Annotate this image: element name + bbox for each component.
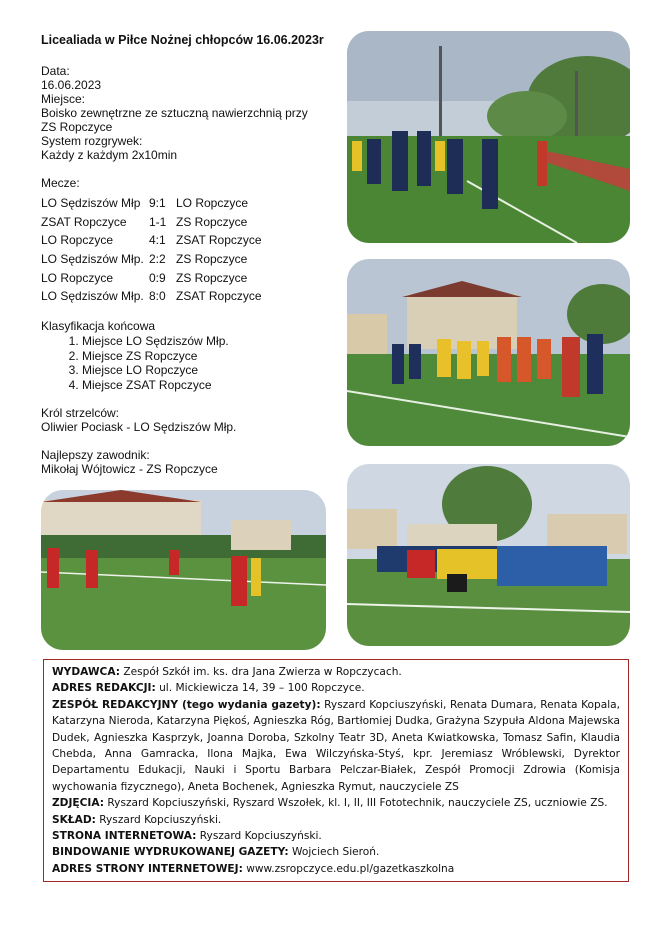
imprint-team: ZESPÓŁ REDAKCYJNY (tego wydania gazety): Ryszard Kopciuszyński, Renata Dumara, Renata Kopala, Katarzyna Nieroda, Katarzyna Piękoś, Agnieszka Róg, Bartłomiej Dudka, Grażyna Szypuła Aldona Majewska Dudek, Agnieszka Kasprzyk, Joanna Doroba, Szkolny Teatr 3D, Aneta Kwiatkowska, Tomasz Safin, Klaudia Chebda, Anna Gamracka, Ilona Majka, Ewa Wilczyńska-Styś, kpr. Jeremiasz Wróblewski, Dyrektor Departamentu Edukacji, Nauki i Sportu Barbara Pelczar-Białek, Zespół Promocji Zdrowia (Komisja wychowania fizycznego), Aneta Bochenek, Agnieszka Rymut, nauczyciele ZS — [52, 698, 620, 793]
match-away: ZSAT Ropczyce — [176, 233, 262, 248]
match-home: LO Ropczyce — [41, 233, 114, 248]
match-row — [41, 287, 262, 306]
photo-match-action — [41, 490, 326, 650]
match-score: 8:0 — [149, 289, 166, 304]
match-home: LO Sędziszów Młp — [41, 196, 141, 211]
list-item: 1. Miejsce LO Sędziszów Młp. — [82, 334, 229, 349]
article-title: Licealiada w Piłce Nożnej chłopców 16.06.2023r — [41, 33, 324, 47]
imprint-typesetting: SKŁAD: Ryszard Kopciuszyński. — [52, 813, 222, 826]
match-away: ZS Ropczyce — [176, 252, 248, 267]
match-home: LO Sędziszów Młp. — [41, 289, 144, 304]
scorer-label: Król strzelców: — [41, 406, 120, 420]
list-item: 4. Miejsce ZSAT Ropczyce — [82, 378, 229, 393]
classification-label: Klasyfikacja końcowa — [41, 319, 156, 333]
imprint-photos: ZDJĘCIA: Ryszard Kopciuszyński, Ryszard Wszołek, kl. I, II, III Fototechnik, nauczyciele ZS, uczniowie ZS. — [52, 797, 608, 810]
match-home: LO Sędziszów Młp. — [41, 252, 144, 267]
date-label: Data: — [41, 64, 70, 78]
photo-group — [347, 464, 630, 646]
place-line-2: ZS Ropczyce — [41, 120, 113, 134]
scorer-value: Oliwier Pociask - LO Sędziszów Młp. — [41, 420, 237, 434]
system-label: System rozgrywek: — [41, 134, 143, 148]
match-away: LO Ropczyce — [176, 196, 249, 211]
match-score: 2:2 — [149, 252, 166, 267]
match-score: 4:1 — [149, 233, 166, 248]
info-block — [41, 64, 308, 162]
match-away: ZSAT Ropczyce — [176, 289, 262, 304]
imprint-url: ADRES STRONY INTERNETOWEJ: www.zsropczyce.edu.pl/gazetkaszkolna — [52, 862, 455, 875]
imprint-binding: BINDOWANIE WYDRUKOWANEJ GAZETY: Wojciech Sieroń. — [52, 846, 380, 859]
best-player-label: Najlepszy zawodnik: — [41, 448, 150, 462]
best-player-block — [41, 448, 218, 476]
match-row — [41, 194, 262, 213]
place-label: Miejsce: — [41, 92, 86, 106]
imprint-publisher: WYDAWCA: Zespół Szkół im. ks. dra Jana Zwierza w Ropczycach. — [52, 666, 402, 678]
best-player-value: Mikołaj Wójtowicz - ZS Ropczyce — [41, 462, 218, 476]
match-row — [41, 268, 262, 287]
match-score: 9:1 — [149, 196, 166, 211]
matches-table — [41, 194, 262, 306]
list-item: 2. Miejsce ZS Ropczyce — [82, 349, 229, 364]
photo-players-lineup — [347, 31, 630, 243]
match-score: 1-1 — [149, 214, 167, 229]
list-item: 3. Miejsce LO Ropczyce — [82, 363, 229, 378]
matches-label: Mecze: — [41, 176, 80, 190]
match-row — [41, 213, 262, 232]
date-value: 16.06.2023 — [41, 78, 102, 92]
match-home: LO Ropczyce — [41, 270, 114, 285]
match-away: ZS Ropczyce — [176, 214, 248, 229]
place-line-1: Boisko zewnętrzne ze sztuczną nawierzchnią przy — [41, 106, 308, 120]
system-value: Każdy z każdym 2x10min — [41, 148, 178, 162]
website-link[interactable]: www.zsropczyce.edu.pl/gazetkaszkolna — [246, 862, 455, 875]
classification-list — [64, 334, 229, 392]
match-score: 0:9 — [149, 270, 166, 285]
match-away: ZS Ropczyce — [176, 270, 248, 285]
imprint-box — [43, 659, 629, 882]
imprint-website: STRONA INTERNETOWA: Ryszard Kopciuszyński. — [52, 830, 322, 843]
match-home: ZSAT Ropczyce — [41, 214, 127, 229]
match-row — [41, 250, 262, 269]
photo-teams-line — [347, 259, 630, 446]
scorer-block — [41, 406, 236, 434]
imprint-address: ADRES REDAKCJI: ul. Mickiewicza 14, 39 – 100 Ropczyce. — [52, 682, 365, 695]
match-row — [41, 231, 262, 250]
